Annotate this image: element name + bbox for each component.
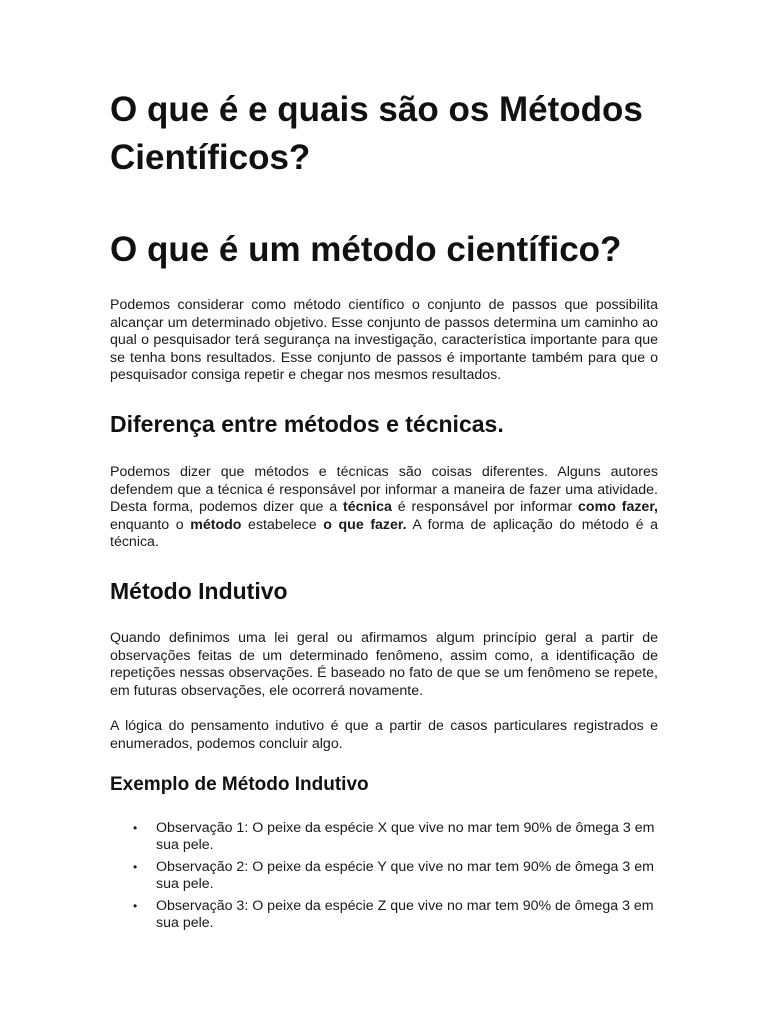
section-heading: O que é um método científico? [110, 230, 622, 269]
diferenca-bold-o-que-fazer: o que fazer. [323, 516, 407, 533]
indutivo-paragraph-1: Quando definimos uma lei geral ou afirmamos algum princípio geral a partir de observações feitas de um determinado fenômeno, assim como, a identificação de repetições nessas observações. É baseado no fato de que se um fenômeno se repete, em futuras observações, ele ocorrerá novamente. [110, 629, 658, 699]
list-item-text: Observação 1: O peixe da espécie X que vive no mar tem 90% de ômega 3 em sua pele. [156, 819, 655, 854]
diferenca-bold-como-fazer: como fazer, [578, 499, 659, 516]
diferenca-text-1: Podemos dizer que métodos e técnicas são coisas diferentes. Alguns autores defendem que a técnica é responsável por informar a maneira de fazer uma atividade. Desta forma, podemos dizer que a [110, 463, 658, 516]
indutivo-heading: Método Indutivo [110, 577, 288, 604]
diferenca-text-4: estabelece [241, 516, 324, 533]
diferenca-text-3: enquanto o [110, 516, 191, 533]
list-item-text: Observação 2: O peixe da espécie Y que vive no mar tem 90% de ômega 3 em sua pele. [156, 858, 654, 893]
bullet-icon: • [133, 859, 138, 874]
list-item [133, 897, 658, 933]
bullet-icon: • [133, 898, 138, 913]
list-item-text: Observação 3: O peixe da espécie Z que vive no mar tem 90% de ômega 3 em sua pele. [156, 897, 654, 932]
document-title: O que é e quais são os Métodos Científicos? [110, 90, 643, 177]
diferenca-bold-metodo: método [190, 516, 242, 533]
intro-paragraph: Podemos considerar como método científico o conjunto de passos que possibilita alcançar um determinado objetivo. Esse conjunto de passos determina um caminho ao qual o pesquisador terá segurança na investigação, característica importante para que se tenha bons resultados. Esse conjunto de passos é importante também para que o pesquisador consiga repetir e chegar nos mesmos resultados. [110, 297, 658, 384]
list-item [133, 858, 658, 894]
bullet-icon: • [133, 820, 138, 835]
diferenca-paragraph [110, 464, 658, 552]
indutivo-paragraph-2: A lógica do pensamento indutivo é que a partir de casos particulares registrados e enumerados, podemos concluir algo. [110, 718, 658, 752]
list-item [133, 819, 658, 855]
diferenca-bold-tecnica: técnica [343, 499, 392, 516]
diferenca-heading: Diferença entre métodos e técnicas. [110, 410, 504, 437]
diferenca-text-5: A forma de aplicação do método é a técnica. [110, 516, 658, 551]
exemplo-heading: Exemplo de Método Indutivo [110, 773, 369, 795]
diferenca-text-2: é responsável por informar [391, 499, 579, 516]
example-list [110, 820, 658, 934]
